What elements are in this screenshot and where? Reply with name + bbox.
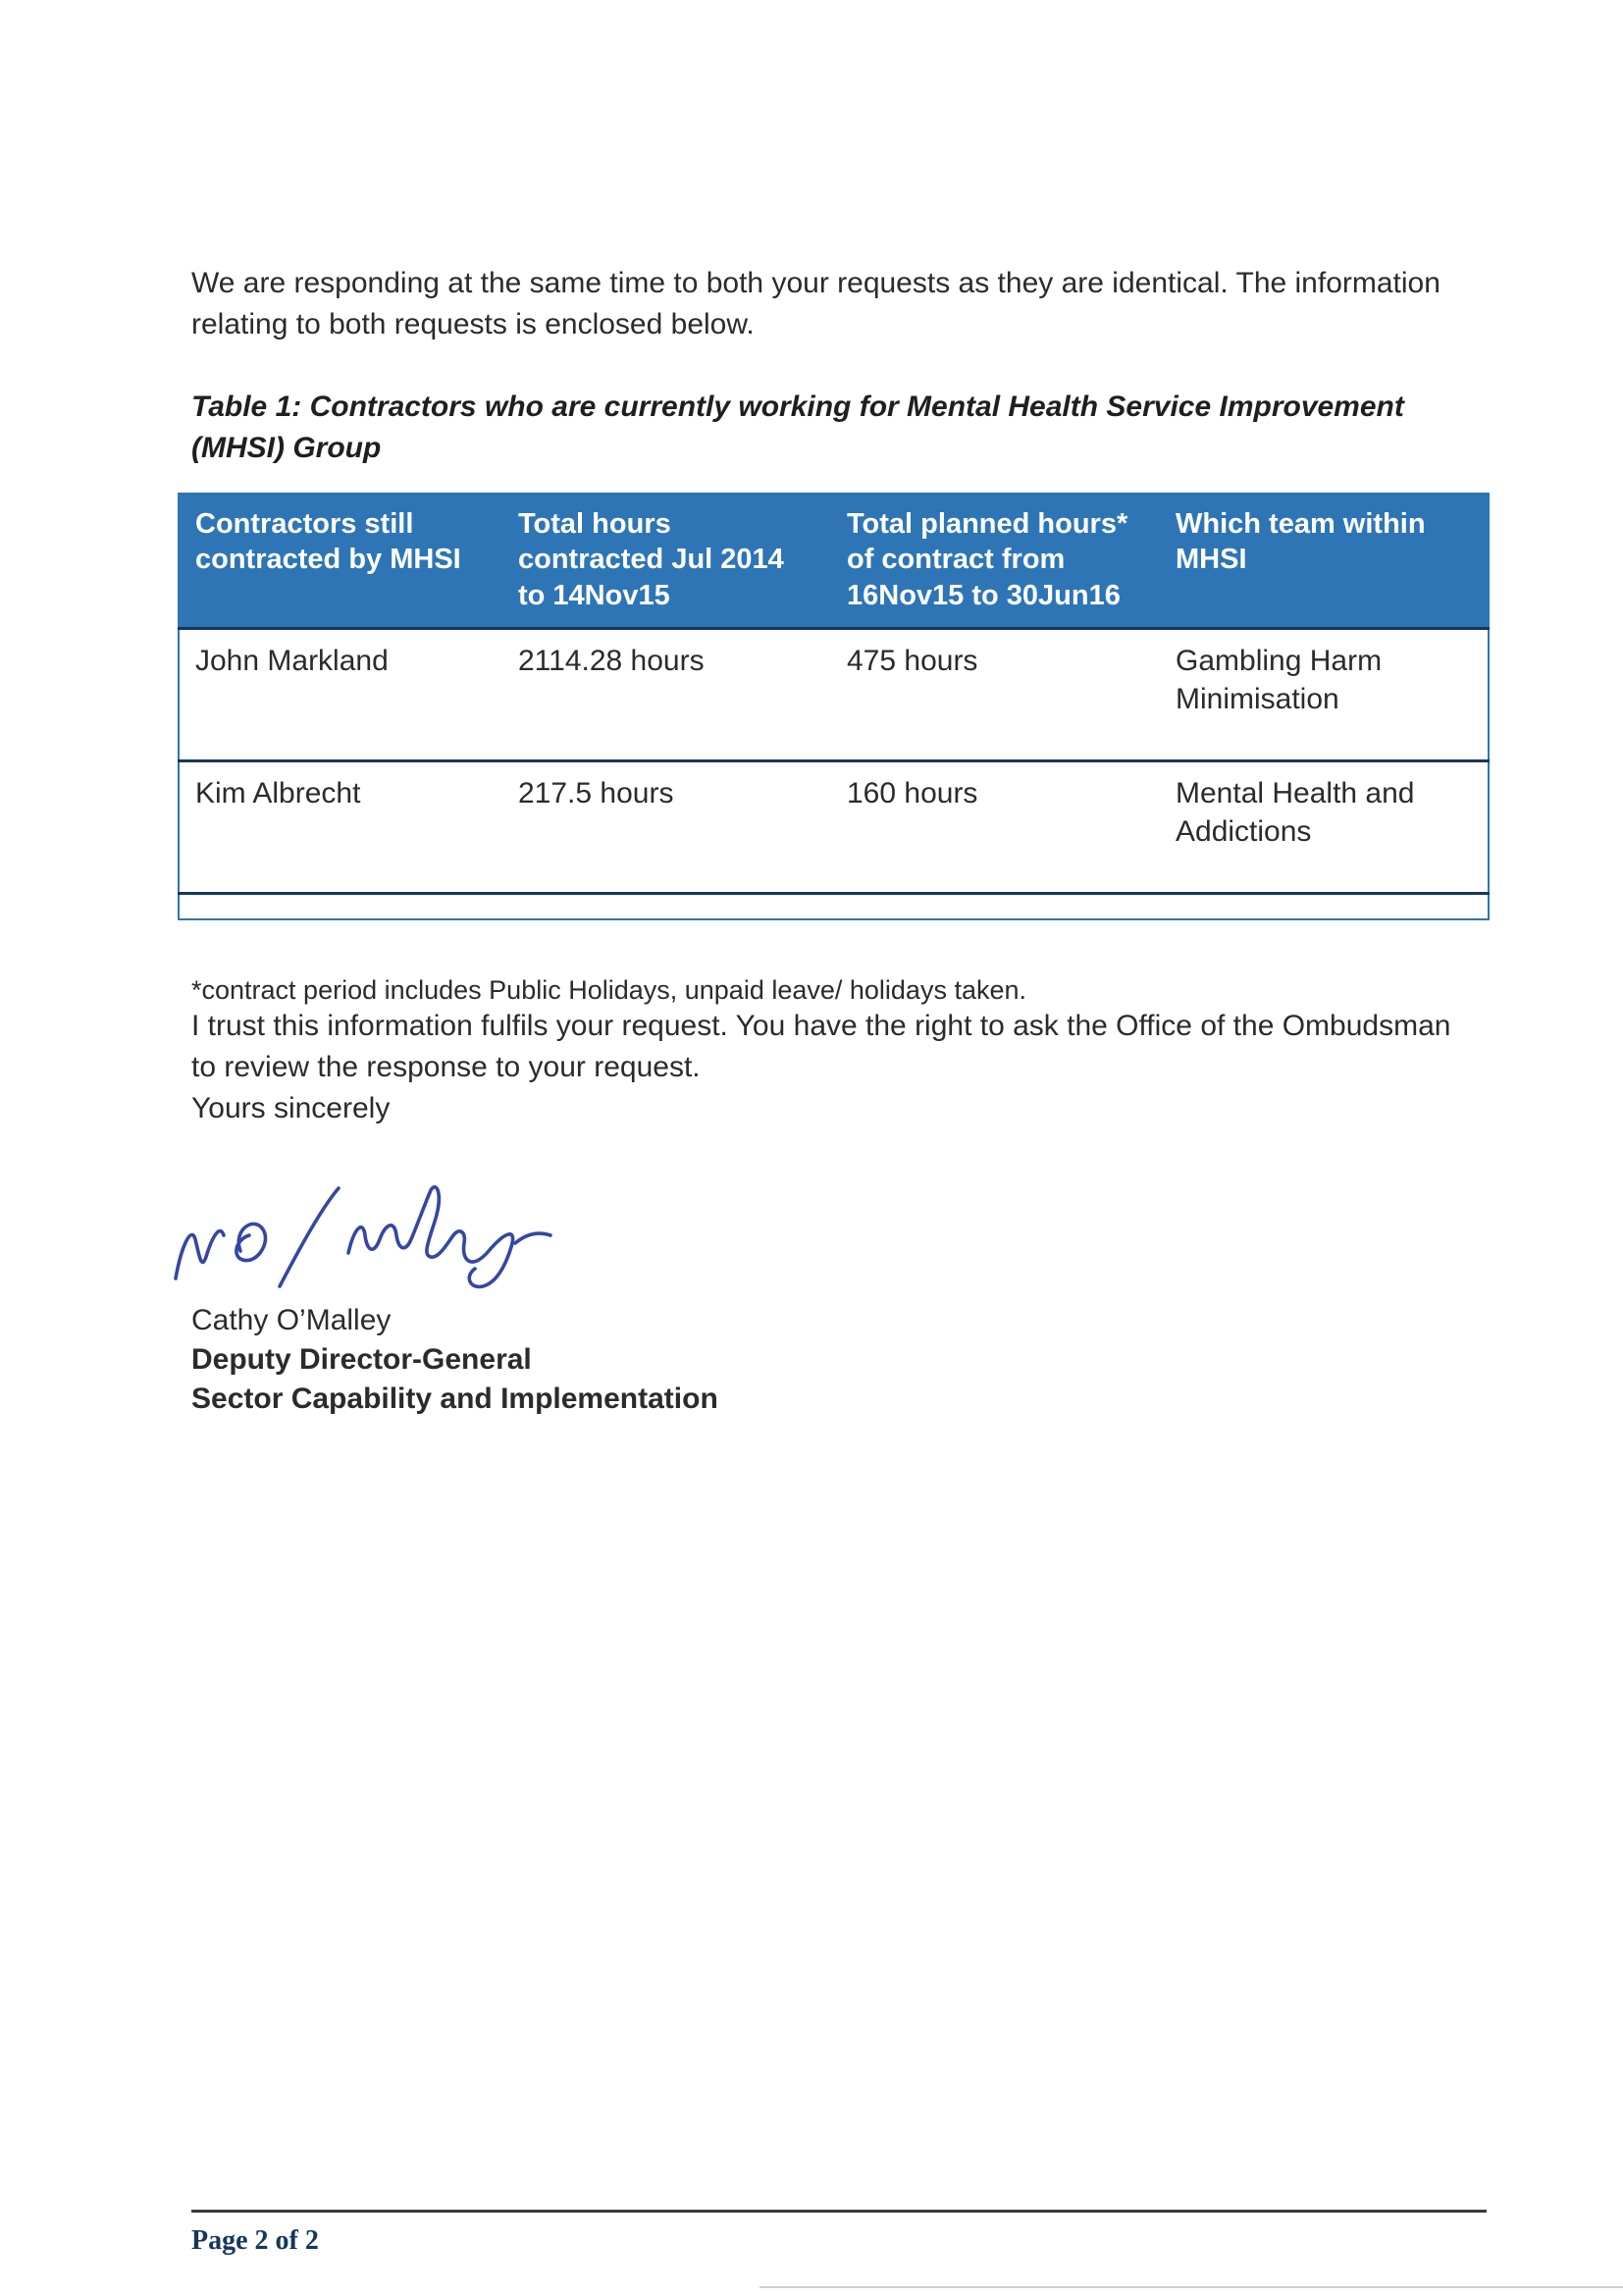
signature-block: [191, 1304, 1457, 1416]
cell-team: Mental Health and Addictions: [1160, 760, 1489, 893]
contractors-table: [178, 493, 1490, 920]
signatory-title-1: Deputy Director-General: [191, 1342, 532, 1376]
table-row: [179, 760, 1489, 893]
cell-hours-contracted: 2114.28 hours: [502, 628, 831, 760]
signatory-name: Cathy O’Malley: [191, 1303, 392, 1336]
table-spacer-row: [179, 893, 1489, 919]
table-title: Table 1: Contractors who are currently working for Mental Health Service Improvement (MHSI) Group: [191, 391, 1404, 464]
column-header-hours-contracted: Total hours contracted Jul 2014 to 14Nov15: [502, 494, 831, 628]
column-header-planned-hours: Total planned hours* of contract from 16Nov15 to 30Jun16: [831, 494, 1160, 628]
cell-contractor: John Markland: [179, 628, 502, 760]
valediction: Yours sincerely: [191, 1091, 391, 1124]
letter-body: [191, 263, 1457, 1416]
signatory-title-2: Sector Capability and Implementation: [191, 1382, 718, 1415]
footer-divider: [191, 2210, 1487, 2213]
intro-paragraph: We are responding at the same time to both your requests as they are identical. The information relating to both requests is enclosed below.: [191, 267, 1440, 340]
cell-hours-contracted: 217.5 hours: [502, 760, 831, 893]
table-footnote: *contract period includes Public Holidays, unpaid leave/ holidays taken.: [191, 974, 1027, 1005]
column-header-contractors: Contractors still contracted by MHSI: [179, 494, 502, 628]
cell-contractor: Kim Albrecht: [179, 760, 502, 893]
table-row: [179, 628, 1489, 760]
table-header-row: [179, 494, 1489, 628]
closing-paragraph: I trust this information fulfils your request. You have the right to ask the Office of the Ombudsman to review the response to your request.: [191, 1009, 1451, 1083]
cell-planned-hours: 160 hours: [831, 760, 1160, 893]
scan-artifact-line: [759, 2286, 1623, 2288]
cell-planned-hours: 475 hours: [831, 628, 1160, 760]
signature-image: [162, 1174, 584, 1302]
page-number: Page 2 of 2: [191, 2225, 319, 2256]
cell-team: Gambling Harm Minimisation: [1160, 628, 1489, 760]
column-header-team: Which team within MHSI: [1160, 494, 1489, 628]
